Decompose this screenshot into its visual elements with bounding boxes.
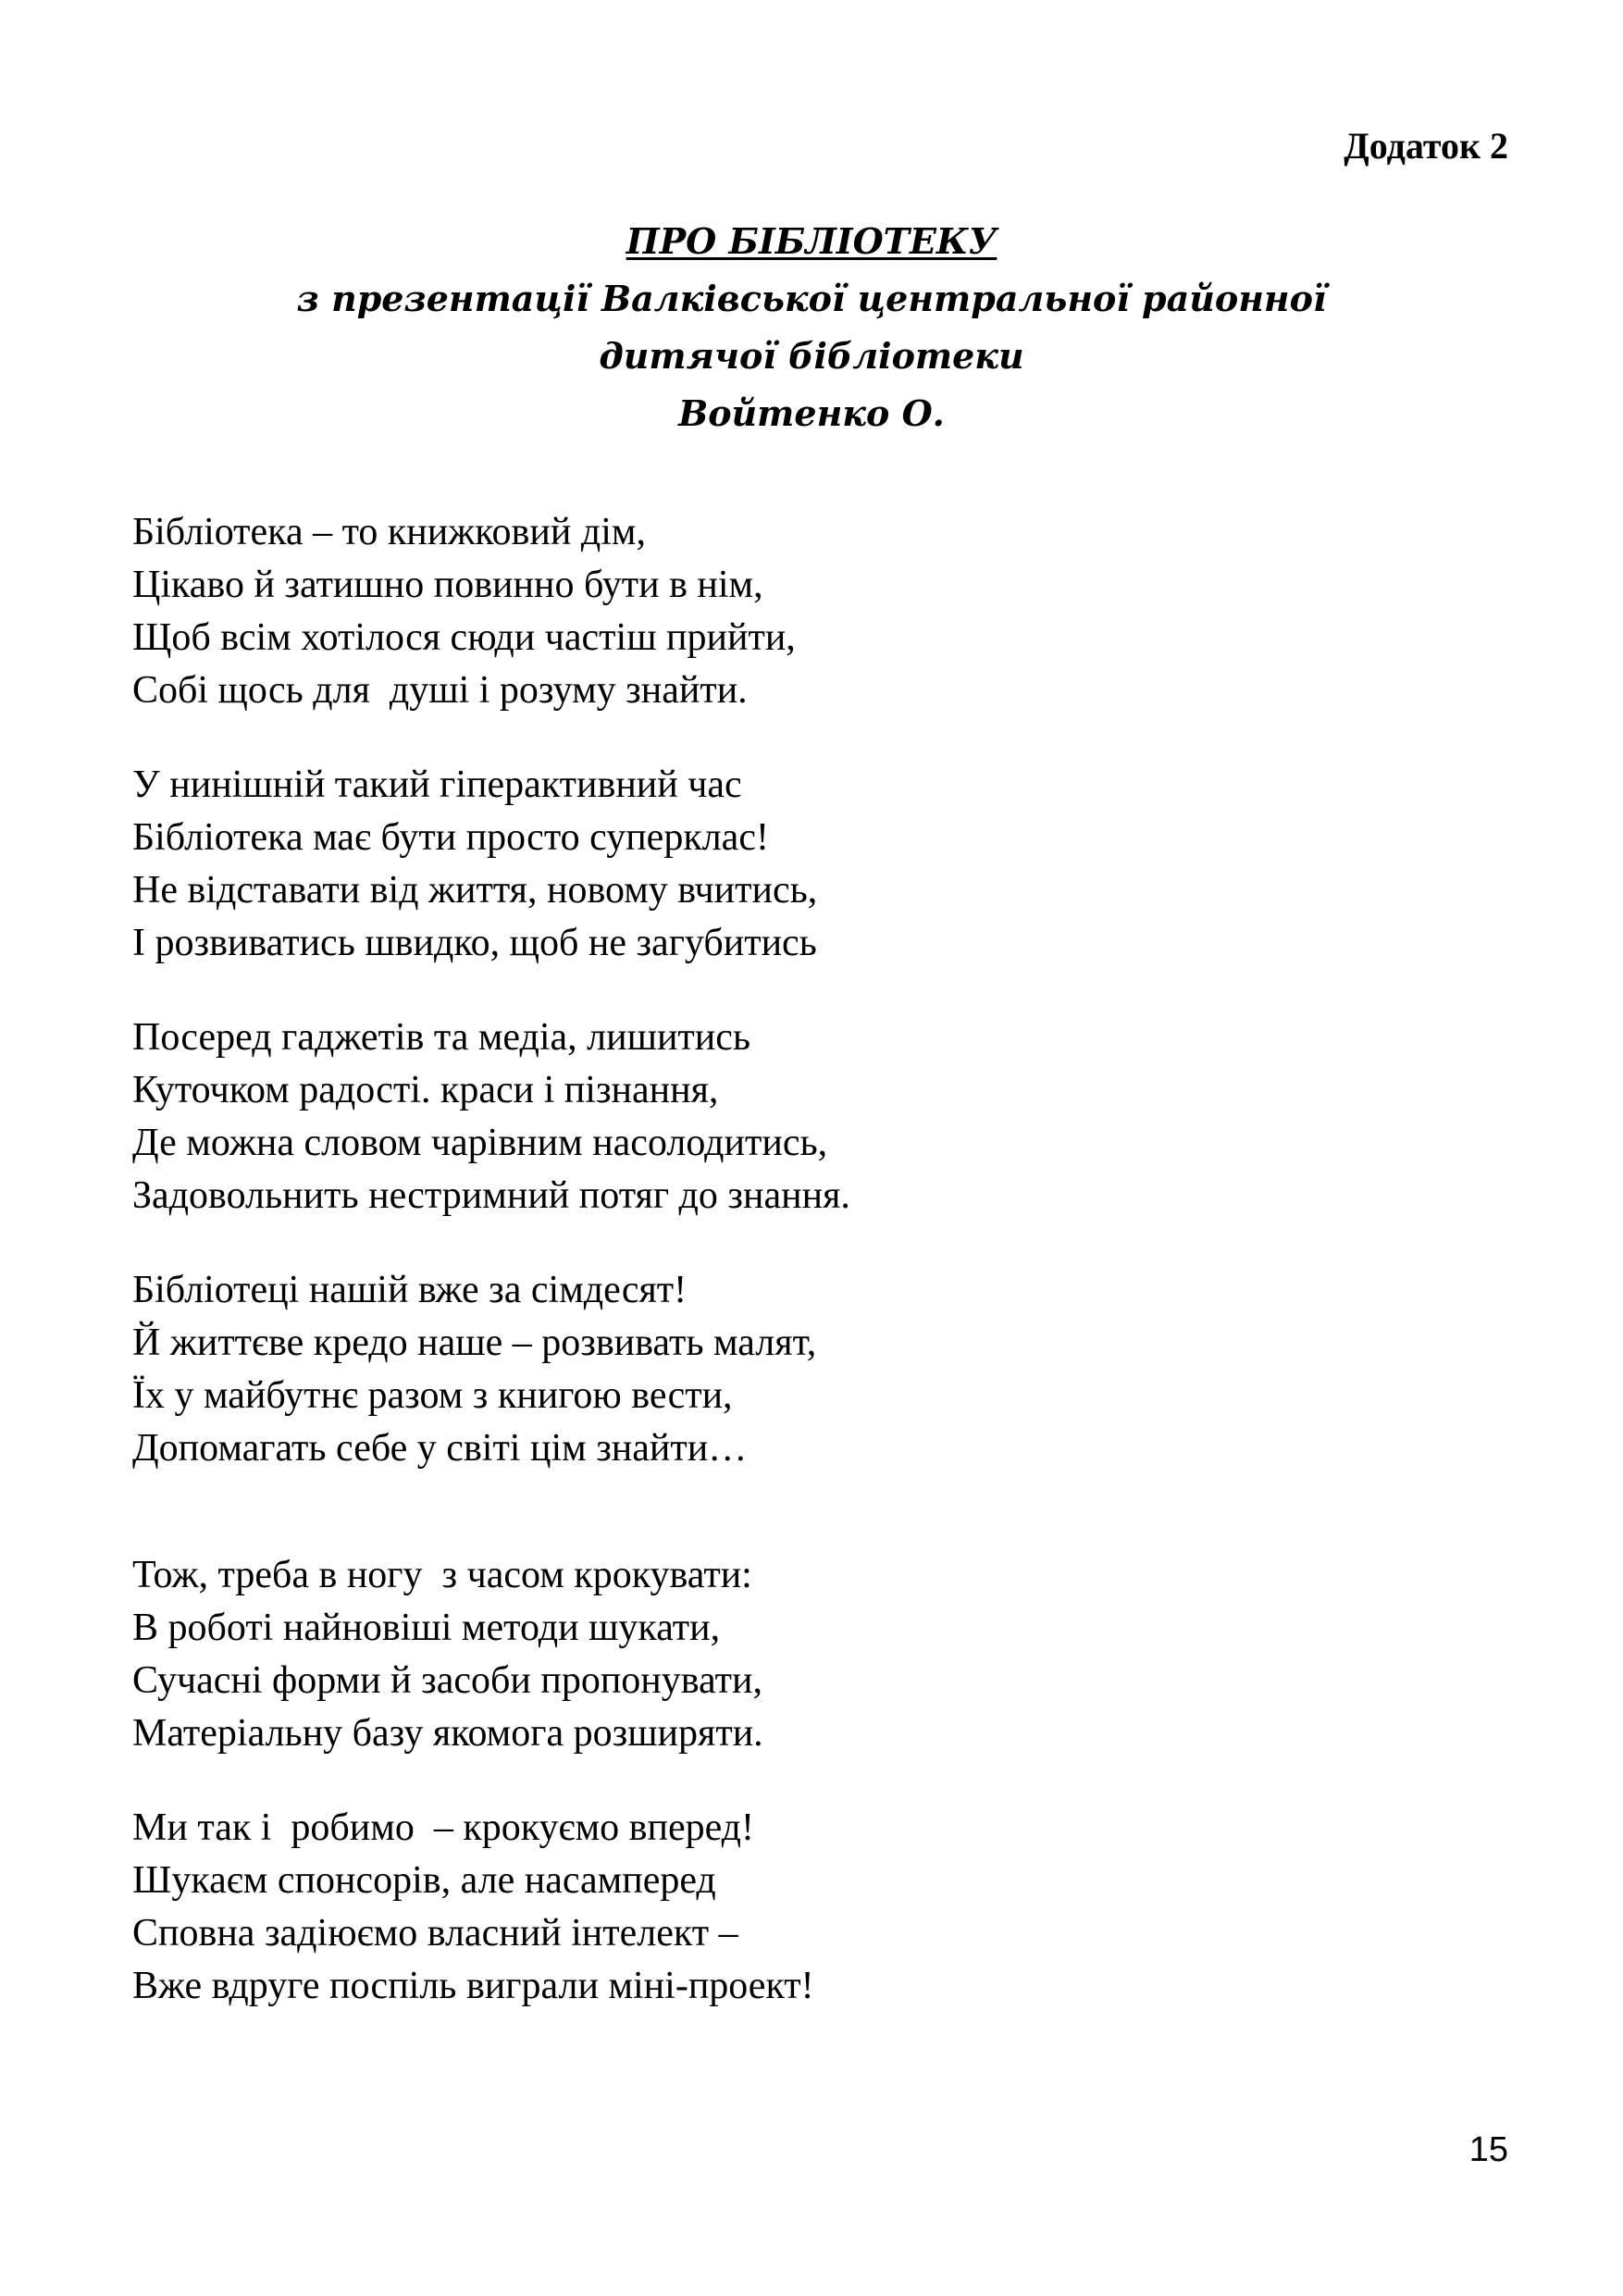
poem-line: Щоб всім хотілося сюди частіш прийти,	[132, 616, 796, 659]
poem-line: Сповна задіюємо власний інтелект –	[132, 1912, 738, 1955]
stanza-6	[132, 1802, 1474, 2013]
stanza-3	[132, 1011, 1474, 1222]
poem-line: Бібліотека має бути просто суперклас!	[132, 816, 769, 859]
poem-line: Матеріальну базу якомога розширяти.	[132, 1712, 763, 1755]
appendix-label: Додаток 2	[1344, 125, 1508, 167]
poem-line: Де можна словом чарівним насолодитись,	[132, 1122, 828, 1164]
poem-author: Войтенко О.	[678, 392, 945, 434]
poem-line: Шукаєм спонсорів, але насамперед	[132, 1859, 716, 1902]
poem-line: Вже вдруге поспіль виграли міні-проект!	[132, 1965, 814, 2007]
poem-line: У нинішній такий гіперактивний час	[132, 763, 742, 806]
poem-body	[132, 506, 1474, 2013]
poem-line: Цікаво й затишно повинно бути в нім,	[132, 564, 763, 606]
poem-line: В роботі найновіші методи шукати,	[132, 1607, 721, 1649]
poem-line: Їх у майбутнє разом з книгою вести,	[132, 1374, 733, 1417]
poem-line: Не відставати від життя, новому вчитись,	[132, 869, 818, 912]
poem-line: Тож, треба в ногу з часом крокувати:	[132, 1554, 752, 1596]
poem-heading	[0, 213, 1623, 442]
poem-line: Сучасні форми й засоби пропонувати,	[132, 1659, 762, 1702]
stanza-2	[132, 759, 1474, 970]
poem-line: Допомагать себе у світі цім знайти…	[132, 1427, 748, 1470]
stanza-4	[132, 1264, 1474, 1475]
stanza-5	[132, 1549, 1474, 1760]
poem-line: Куточком радості. краси і пізнання,	[132, 1069, 719, 1111]
poem-line: Й життєве кредо наше – розвивать малят,	[132, 1322, 817, 1364]
poem-line: Посеред гаджетів та медіа, лишитись	[132, 1016, 751, 1059]
poem-title: ПРО БІБЛІОТЕКУ	[626, 220, 997, 262]
heading-source-line-2: дитячої бібліотеки	[599, 335, 1024, 377]
heading-source-line: з презентації Валківської центральної районної	[296, 278, 1327, 319]
stanza-1	[132, 506, 1474, 717]
poem-line: І розвиватись швидко, щоб не загубитись	[132, 922, 817, 964]
page-number: 15	[1468, 2130, 1508, 2169]
poem-line: Ми так і робимо – крокуємо вперед!	[132, 1806, 755, 1849]
poem-line: Собі щось для душі і розуму знайти.	[132, 669, 748, 712]
poem-line: Бібліотеці нашій вже за сімдесят!	[132, 1269, 688, 1311]
poem-line: Задовольнить нестримний потяг до знання.	[132, 1174, 850, 1217]
poem-line: Бібліотека – то книжковий дім,	[132, 511, 646, 553]
